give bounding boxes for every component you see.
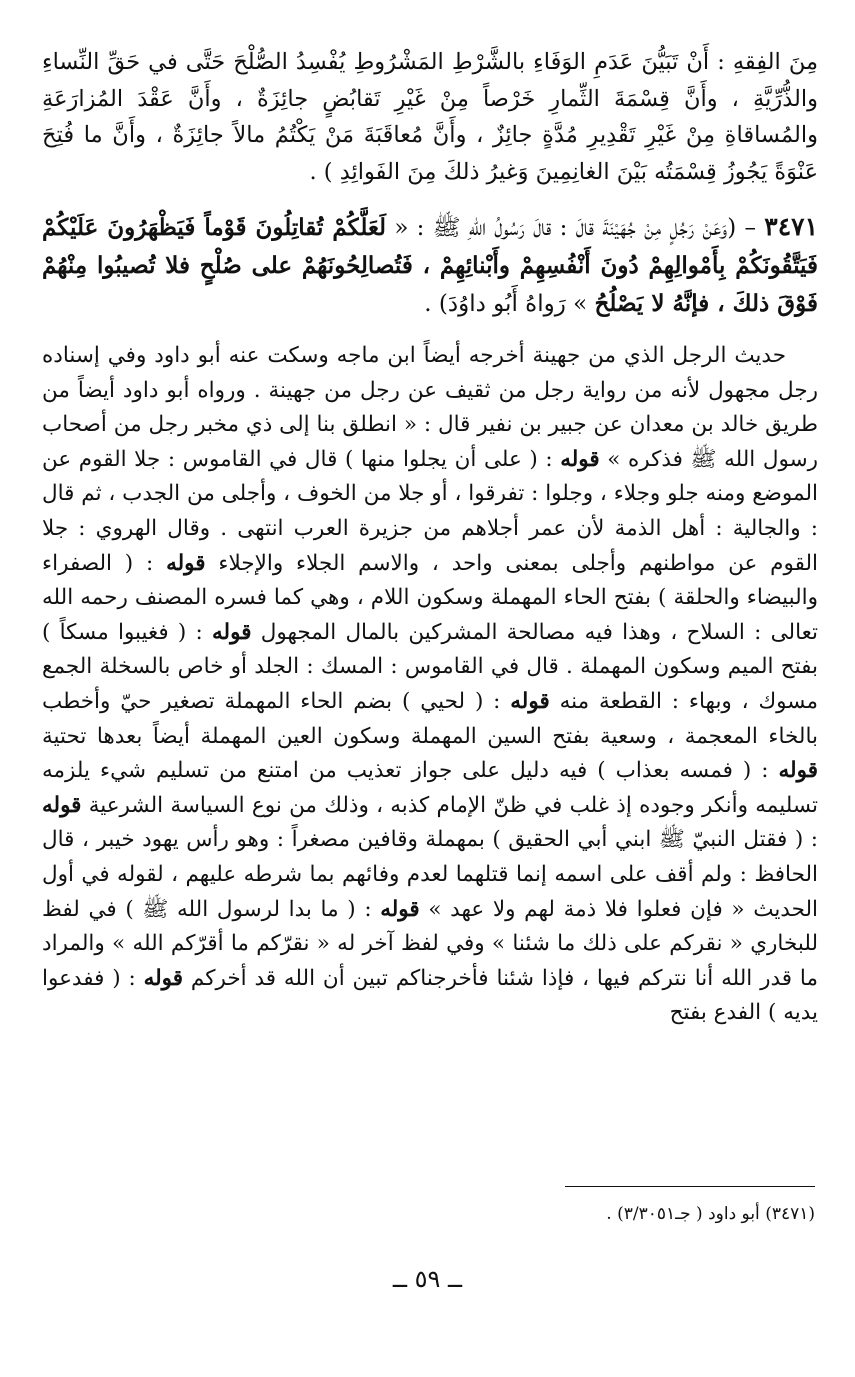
- commentary-text: : ( لحيي ) بضم الحاء المهملة تصغير حيّ وأخطب بالخاء المعجمة ، وسعية بفتح السين المهملة وسكون العين المهملة أيضاً بعدها تحتية: [42, 688, 818, 749]
- hadith-outro: » رَواهُ أَبُو داوُدَ) .: [424, 291, 595, 317]
- footnote: (٣٤٧١) أبو داود ( جـ٣/٣٠٥١) .: [606, 1204, 815, 1224]
- commentary-text: : ( فمسه بعذاب ) فيه دليل على جواز تعذيب من امتنع من تسليم شيء يلزمه تسليمه وأنكر وجوده إذ غلب في ظنّ الإمام كذبه ، وذلك من نوع السياسة الشرعية: [42, 758, 818, 818]
- commentary-text: : ( على أن يجلوا منها ) قال في القاموس : جلا القوم عن الموضع ومنه جلو وجلاء ، وجلوا : تفرقوا ، أو جلا من الخوف ، وأجلى من الجدب ، ثم قال : والجالية : أهل الذمة لأن عمر أجلاهم من جزيرة العرب انتهى . وقال الهروي : جلا القوم عن مواطنهم وأجلى بمعنى واحد ، والاسم الجلاء والإجلاء: [42, 446, 819, 576]
- commentary-text: حديث الرجل الذي من جهينة أخرجه أيضاً ابن ماجه وسكت عنه أبو داود وفي إسناده رجل مجهول لأنه من رواية رجل من ثقيف عن رجل من جهينة . ورواه أبو داود أيضاً من طريق خالد بن معدان عن جبير بن نفير قال : « انطلق بنا إلى ذي مخبر رجل من أصحاب رسول الله ﷺ فذكره »: [42, 343, 818, 472]
- qawluhu-keyword: قوله: [510, 688, 550, 714]
- commentary-text: : ( فغيبوا مسكاً ) بفتح الميم وسكون المهملة . قال في القاموس : المسك : الجلد أو خاص بالسخلة الجمع مسوك ، وبهاء : القطعة منه: [42, 619, 818, 714]
- page-body: [42, 44, 818, 1031]
- top-paragraph: مِنَ الفِقهِ : أَنْ تَبَيُّنَ عَدَمِ الوَفَاءِ بالشَّرْطِ المَشْرُوطِ يُفْسِدُ الصُّلْحَ حَتَّى في حَقِّ النِّساءِ والذُّرِّيَّةِ ، وأَنَّ قِسْمَةَ الثِّمارِ خَرْصاً مِنْ غَيْرِ تَقابُضٍ جائِزَةٌ ، وأَنَّ عَقْدَ المُزارَعَةِ والمُساقاةِ مِنْ غَيْرِ تَقْدِيرِ مُدَّةٍ جائِزٌ ، وأَنَّ مُعاقَبَةَ مَنْ يَكْتُمُ مالاً جائِزَةٌ ، وأَنَّ ما فُتِحَ عَنْوَةً يَجُوزُ قِسْمَتُه بَيْنَ الغانِمِينَ وَغيرُ ذلكَ مِنَ الفَوائِدِ ) .: [42, 49, 818, 185]
- qawluhu-keyword: قوله: [560, 446, 600, 472]
- commentary-text: : ( فقتل النبيّ ﷺ ابني أبي الحقيق ) بمهملة وقافين مصغراً : وهو رأس يهود خيبر ، قال الحافظ : ولم أقف على اسمه إنما قتلهما لعدم وفائهم بما شرطه عليهم ، لقوله في أول الحديث « فإن فعلوا فلا ذمة لهم ولا عهد »: [42, 827, 818, 922]
- hadith-intro: – (وَعَنْ رَجُلٍ مِنْ جُهَيْنَةَ قالَ : قالَ رَسُولُ اللهِ ﷺ : «: [386, 215, 765, 241]
- hadith-matn: لَعَلَّكُمْ تُقاتِلُونَ قَوْماً فَيَظْهَرُونَ عَلَيْكُمْ فَيَتَّقُونَكُمْ بِأَمْوالِهِمْ دُونَ أَنْفُسِهِمْ وأَبْنائِهِمْ ، فَتُصالِحُونَهُمْ على صُلْحٍ فلا تُصيبُوا مِنْهُمْ فَوْقَ ذلكَ ، فإنَّهُ لا يَصْلُحُ: [42, 214, 818, 317]
- qawluhu-keyword: قوله: [212, 619, 252, 645]
- footnote-separator: [565, 1186, 815, 1187]
- hadith-block: [42, 208, 818, 323]
- commentary-text: : ( ما بدا لرسول الله ﷺ ) في لفظ للبخاري « نقركم على ذلك ما شئنا » وفي لفظ آخر له « نقرّكم ما أقرّكم الله » والمراد ما قدر الله أنا نتركم فيها ، فإذا شئنا فأخرجناكم تبين أن الله قد أخركم: [42, 896, 819, 991]
- qawluhu-keyword: قوله: [166, 550, 206, 576]
- qawluhu-keyword: قوله: [778, 758, 818, 784]
- qawluhu-keyword: قوله: [380, 896, 420, 922]
- page-number: ــ ٥٩ ــ: [392, 1265, 463, 1293]
- qawluhu-keyword: قوله: [143, 965, 184, 991]
- commentary-block: [42, 339, 818, 1031]
- commentary-text: : ( الصفراء والبيضاء والحلقة ) بفتح الحاء المهملة وسكون اللام ، وهي كما فسره المصنف رحمه الله تعالى : السلاح ، وهذا فيه مصالحة المشركين بالمال المجهول: [42, 550, 818, 645]
- hadith-number: ٣٤٧١: [764, 212, 818, 241]
- commentary-text: : ( ففدعوا يديه ) الفدع بفتح: [42, 965, 818, 1026]
- qawluhu-keyword: قوله: [42, 792, 82, 818]
